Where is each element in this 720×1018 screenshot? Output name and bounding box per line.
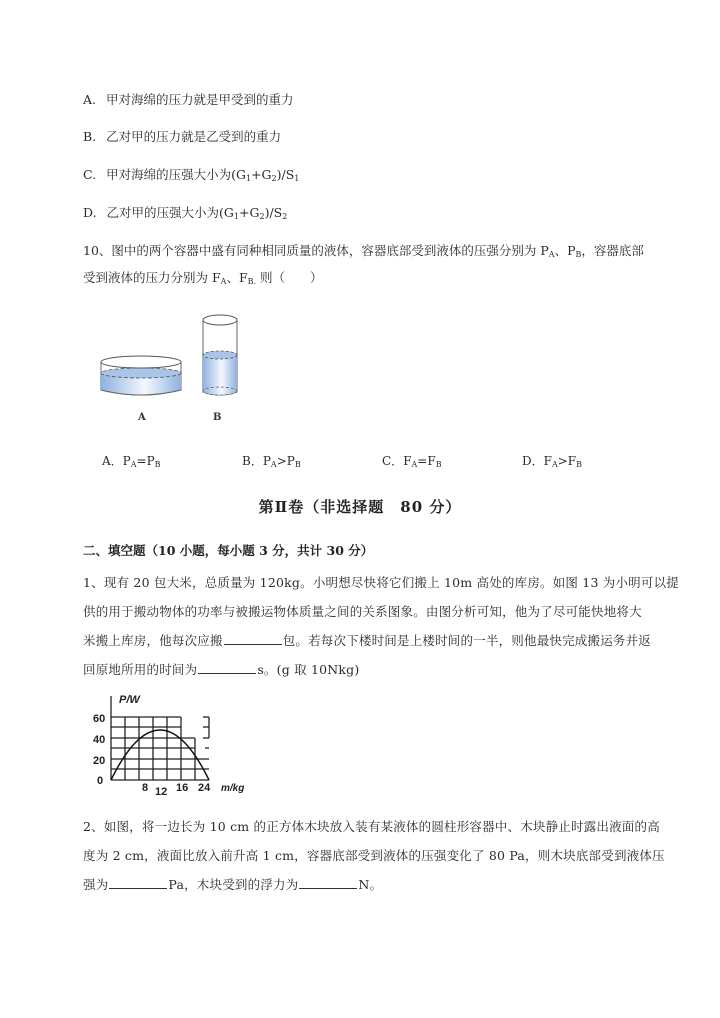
subscript: B [294, 460, 301, 469]
text-part: 10、图中的两个容器中盛有同种相同质量的液体，容器底部受到液体的压强分别为 P [83, 243, 549, 258]
text-part: =P [136, 454, 155, 468]
subscript: 2 [271, 174, 277, 183]
subscript: A [551, 460, 558, 469]
text-part: F [543, 454, 552, 468]
q9-option-d [83, 205, 287, 221]
text-line [83, 870, 683, 899]
q10-stem-line1 [83, 243, 644, 259]
text-line: 供的用于搬动物体的功率与被搬运物体质量之间的关系图象。由图分析可知，他为了尽可能快地将大 [83, 604, 642, 619]
subscript: B [435, 460, 442, 469]
q10-option-c [382, 452, 442, 469]
answer-blank[interactable] [299, 876, 357, 889]
y-tick-60: 60 [93, 713, 106, 725]
text-part: 回原地所用的时间为 [83, 662, 198, 677]
text-part: ，容器底部 [581, 243, 644, 258]
text-part: 甲对海绵的压强大小为(G [106, 167, 246, 182]
subscript: B [154, 460, 161, 469]
text-part: P [262, 454, 271, 468]
answer-blank[interactable] [224, 632, 282, 645]
option-text [106, 167, 299, 182]
answer-blank[interactable] [198, 661, 256, 674]
option-prefix: D. [83, 205, 97, 220]
q10-option-a [102, 452, 161, 469]
option-text: 乙对甲的压力就是乙受到的重力 [106, 129, 282, 144]
text-line: 度为 2 cm，液面比放入前升高 1 cm，容器底部受到液体的压强变化了 80 Pa，则木块底部受到液体压 [83, 848, 665, 863]
subscript: B [575, 250, 582, 259]
x-tick-24: 24 [198, 782, 211, 794]
q9-option-b [83, 129, 281, 145]
text-line [83, 626, 683, 655]
power-mass-chart [85, 692, 255, 797]
section-subtitle: 二、填空题（10 小题，每小题 3 分，共计 30 分） [83, 543, 374, 558]
q2-stem [83, 812, 683, 899]
x-tick-8: 8 [142, 782, 149, 794]
subscript: B. [247, 277, 257, 286]
subscript: A [270, 460, 277, 469]
q10-stem-line2 [83, 270, 323, 286]
q9-option-c [83, 167, 299, 183]
text-part: 包。若每次下楼时间是上楼时间的一半，则他最快完成搬运务并返 [282, 633, 652, 648]
chart-grid [111, 696, 209, 780]
text-line: 1、现有 20 包大米，总质量为 120kg。小明想尽快将它们搬上 10m 高处的库房。如图 13 为小明可以提 [83, 575, 679, 590]
text-part: 则（ ） [256, 270, 323, 285]
figure-label-b: B [213, 412, 222, 423]
text-part: P [122, 454, 131, 468]
text-part: +G [239, 205, 260, 220]
text-part: 乙对甲的压强大小为(G [106, 205, 234, 220]
option-prefix: A. [83, 92, 97, 107]
text-part: >F [557, 454, 577, 468]
option-text: 甲对海绵的压力就是甲受到的重力 [106, 92, 294, 107]
y-tick-40: 40 [93, 734, 106, 746]
text-part: 、P [554, 243, 576, 258]
text-part: F [403, 454, 412, 468]
y-tick-20: 20 [93, 755, 106, 767]
q1-stem [83, 568, 683, 684]
text-line [83, 655, 683, 684]
text-part: )/S [264, 205, 283, 220]
subscript: 1 [233, 212, 240, 221]
text-part: >P [276, 454, 295, 468]
option-prefix: B． [242, 454, 263, 468]
option-prefix: C． [382, 454, 404, 468]
y-axis-label: P/W [119, 694, 140, 706]
option-prefix: C. [83, 167, 97, 182]
text-line: 2、如图，将一边长为 10 cm 的正方体木块放入装有某液体的圆柱形容器中、木块静止时露出液面的高 [83, 819, 660, 834]
option-text [107, 205, 288, 220]
q9-option-a [83, 92, 294, 108]
text-part: 、F [226, 270, 248, 285]
subscript: A [411, 460, 418, 469]
text-part: )/S [276, 167, 295, 182]
text-part: s。(g 取 10Nkg) [257, 662, 360, 677]
text-part: 米搬上库房，他每次应搬 [83, 633, 223, 648]
text-part: 受到液体的压力分别为 F [83, 270, 221, 285]
subscript: A [220, 277, 227, 286]
text-part: N。 [358, 877, 383, 892]
x-tick-16: 16 [176, 782, 189, 794]
subscript: 2 [282, 212, 288, 221]
option-prefix: B. [83, 129, 97, 144]
subscript: 2 [259, 212, 265, 221]
q10-option-b [242, 452, 301, 469]
text-part: =F [417, 454, 436, 468]
text-part: +G [251, 167, 272, 182]
x-axis-label: m/kg [221, 783, 245, 794]
subscript: B [576, 460, 583, 469]
subscript: A [130, 460, 137, 469]
q10-option-d [522, 452, 582, 469]
container-b [203, 315, 237, 395]
answer-blank[interactable] [109, 876, 167, 889]
subscript: 1 [245, 174, 252, 183]
text-part: 强为 [83, 877, 109, 892]
subscript: 1 [294, 174, 300, 183]
text-part: Pa，木块受到的浮力为 [168, 877, 299, 892]
containers-figure [95, 310, 255, 405]
subscript: A [548, 250, 555, 259]
x-tick-12: 12 [155, 786, 168, 797]
option-prefix: D． [522, 454, 544, 468]
container-a [101, 356, 181, 395]
y-tick-0: 0 [97, 775, 104, 787]
section-title: 第Ⅱ卷（非选择题 80 分） [258, 498, 462, 516]
figure-label-a: A [138, 412, 146, 423]
option-prefix: A． [102, 454, 123, 468]
